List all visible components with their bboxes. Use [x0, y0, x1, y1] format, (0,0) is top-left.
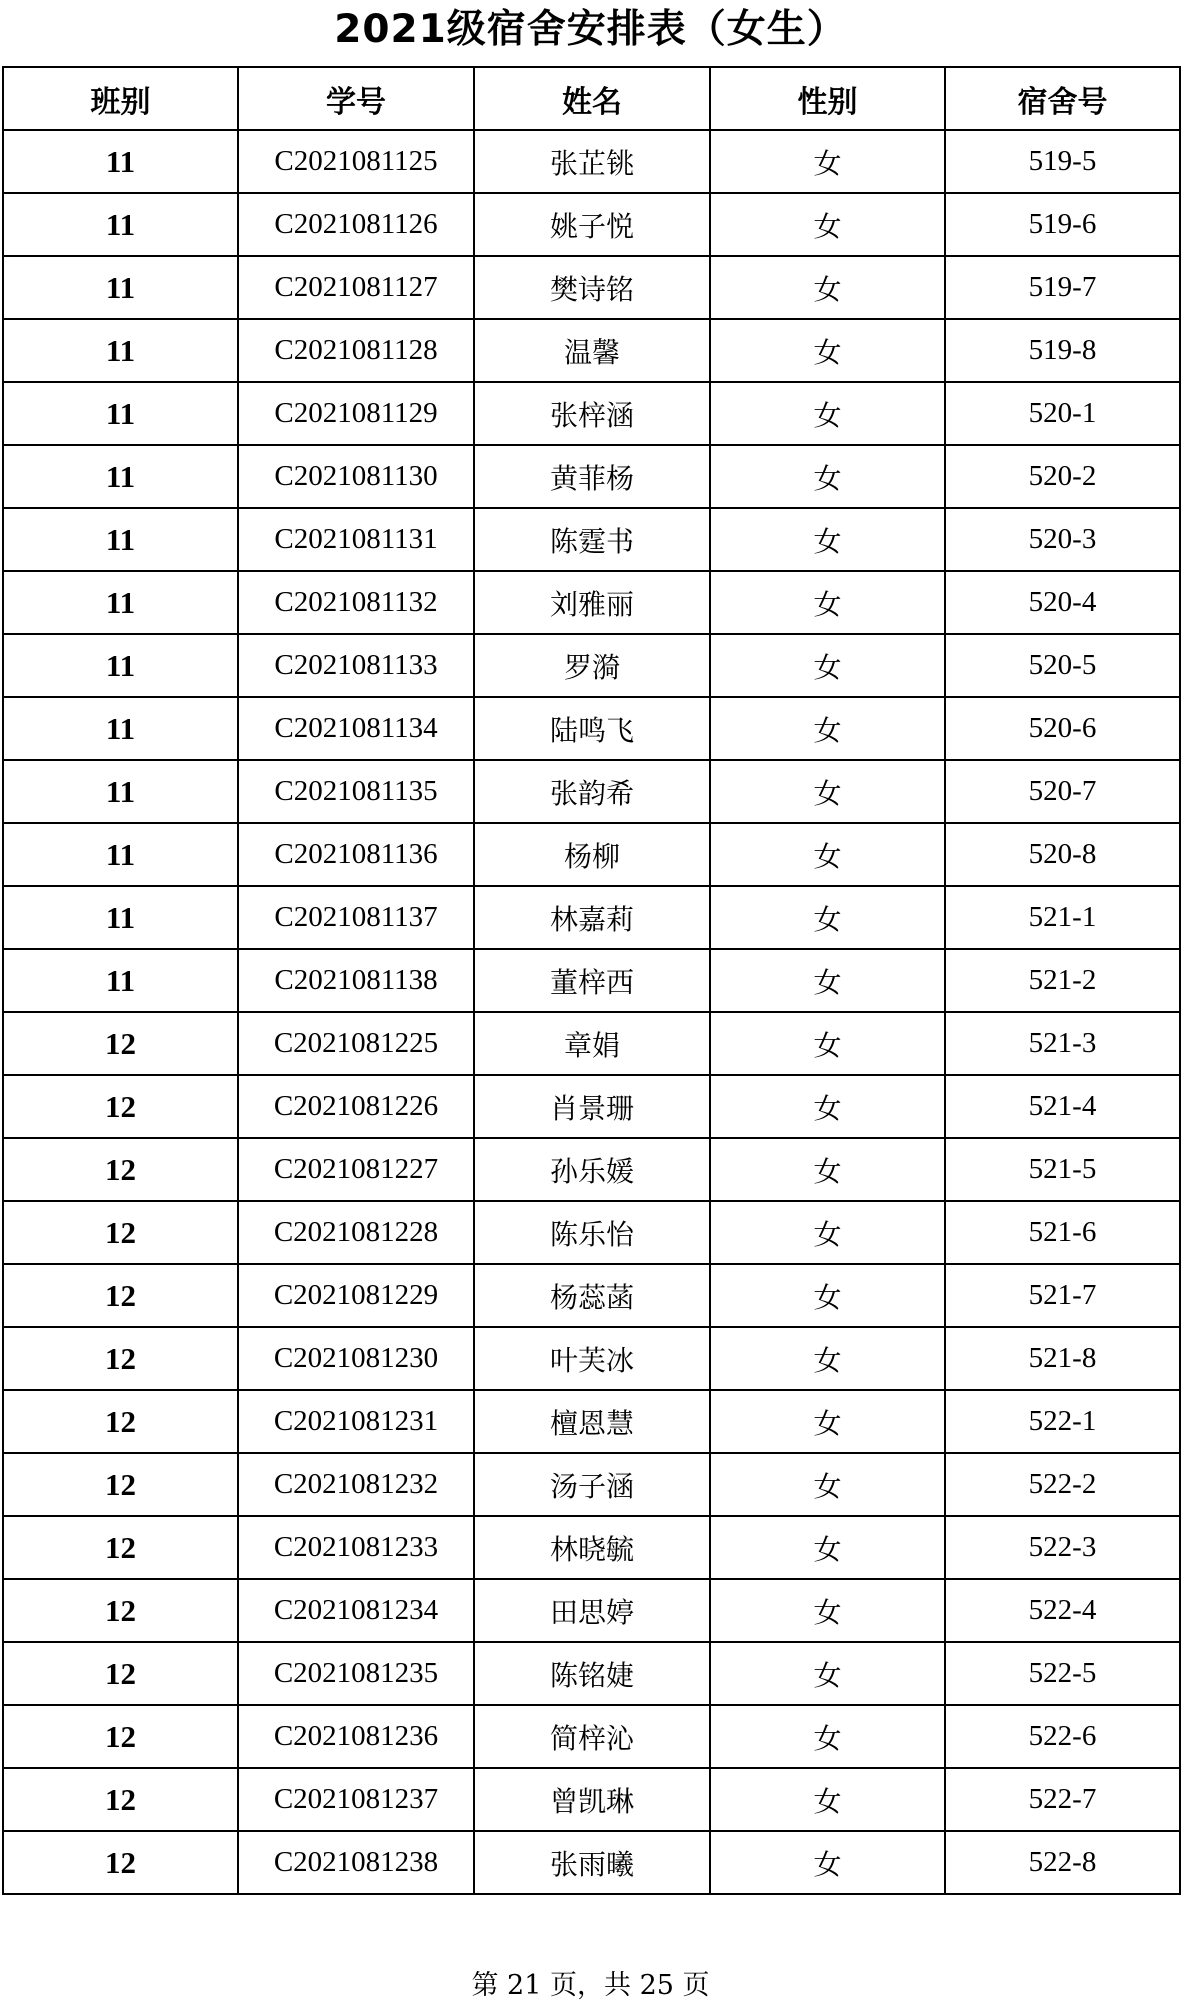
cell-student-id: C2021081136	[238, 823, 474, 886]
cell-student-id: C2021081229	[238, 1264, 474, 1327]
cell-gender: 女	[710, 949, 945, 1012]
cell-student-id: C2021081235	[238, 1642, 474, 1705]
cell-class: 12	[3, 1705, 238, 1768]
table-row	[3, 1579, 1180, 1642]
table-header	[3, 67, 1180, 130]
table-row	[3, 1453, 1180, 1516]
cell-gender: 女	[710, 1264, 945, 1327]
table-row	[3, 1012, 1180, 1075]
cell-gender: 女	[710, 886, 945, 949]
cell-name: 罗漪	[474, 634, 710, 697]
cell-gender: 女	[710, 193, 945, 256]
cell-name: 简梓沁	[474, 1705, 710, 1768]
cell-gender: 女	[710, 697, 945, 760]
cell-class: 12	[3, 1012, 238, 1075]
cell-student-id: C2021081131	[238, 508, 474, 571]
cell-name: 陆鸣飞	[474, 697, 710, 760]
cell-class: 11	[3, 193, 238, 256]
header-row	[3, 67, 1180, 130]
cell-name: 黄菲杨	[474, 445, 710, 508]
cell-name: 林晓毓	[474, 1516, 710, 1579]
cell-dorm-number: 520-7	[945, 760, 1180, 823]
table-row	[3, 1516, 1180, 1579]
table-row	[3, 319, 1180, 382]
cell-name: 杨蕊菡	[474, 1264, 710, 1327]
cell-gender: 女	[710, 1831, 945, 1894]
header-name: 姓名	[474, 67, 710, 130]
cell-gender: 女	[710, 1642, 945, 1705]
cell-dorm-number: 520-1	[945, 382, 1180, 445]
cell-class: 11	[3, 445, 238, 508]
cell-gender: 女	[710, 1768, 945, 1831]
table-row	[3, 760, 1180, 823]
table-row	[3, 1075, 1180, 1138]
cell-dorm-number: 520-8	[945, 823, 1180, 886]
cell-class: 12	[3, 1831, 238, 1894]
cell-dorm-number: 521-2	[945, 949, 1180, 1012]
cell-dorm-number: 520-3	[945, 508, 1180, 571]
cell-dorm-number: 519-5	[945, 130, 1180, 193]
cell-student-id: C2021081238	[238, 1831, 474, 1894]
cell-dorm-number: 522-5	[945, 1642, 1180, 1705]
cell-name: 张芷铫	[474, 130, 710, 193]
cell-dorm-number: 520-5	[945, 634, 1180, 697]
cell-class: 11	[3, 823, 238, 886]
cell-name: 檀恩慧	[474, 1390, 710, 1453]
cell-gender: 女	[710, 1201, 945, 1264]
cell-class: 12	[3, 1768, 238, 1831]
cell-name: 林嘉莉	[474, 886, 710, 949]
table-row	[3, 1390, 1180, 1453]
cell-dorm-number: 520-4	[945, 571, 1180, 634]
cell-gender: 女	[710, 571, 945, 634]
cell-name: 曾凯琳	[474, 1768, 710, 1831]
cell-name: 孙乐媛	[474, 1138, 710, 1201]
cell-dorm-number: 521-6	[945, 1201, 1180, 1264]
cell-gender: 女	[710, 1516, 945, 1579]
cell-class: 11	[3, 571, 238, 634]
cell-gender: 女	[710, 1075, 945, 1138]
cell-student-id: C2021081130	[238, 445, 474, 508]
cell-student-id: C2021081137	[238, 886, 474, 949]
header-class: 班别	[3, 67, 238, 130]
table-row	[3, 571, 1180, 634]
cell-name: 肖景珊	[474, 1075, 710, 1138]
cell-dorm-number: 522-4	[945, 1579, 1180, 1642]
cell-dorm-number: 522-6	[945, 1705, 1180, 1768]
cell-name: 刘雅丽	[474, 571, 710, 634]
header-student-id: 学号	[238, 67, 474, 130]
cell-class: 12	[3, 1327, 238, 1390]
cell-class: 11	[3, 319, 238, 382]
cell-student-id: C2021081128	[238, 319, 474, 382]
cell-class: 12	[3, 1579, 238, 1642]
table-row	[3, 193, 1180, 256]
table-row	[3, 1264, 1180, 1327]
cell-gender: 女	[710, 760, 945, 823]
table-body	[3, 130, 1180, 1894]
table-row	[3, 130, 1180, 193]
cell-name: 田思婷	[474, 1579, 710, 1642]
cell-dorm-number: 519-8	[945, 319, 1180, 382]
cell-name: 张梓涵	[474, 382, 710, 445]
cell-gender: 女	[710, 508, 945, 571]
cell-class: 11	[3, 634, 238, 697]
cell-gender: 女	[710, 256, 945, 319]
cell-gender: 女	[710, 1138, 945, 1201]
table-row	[3, 445, 1180, 508]
cell-student-id: C2021081228	[238, 1201, 474, 1264]
cell-student-id: C2021081126	[238, 193, 474, 256]
cell-gender: 女	[710, 823, 945, 886]
header-gender: 性别	[710, 67, 945, 130]
cell-name: 杨柳	[474, 823, 710, 886]
cell-gender: 女	[710, 445, 945, 508]
cell-name: 董梓西	[474, 949, 710, 1012]
page-footer: 第 21 页，共 25 页	[471, 1970, 710, 2001]
cell-student-id: C2021081233	[238, 1516, 474, 1579]
table-row	[3, 1138, 1180, 1201]
cell-dorm-number: 521-8	[945, 1327, 1180, 1390]
cell-dorm-number: 520-2	[945, 445, 1180, 508]
page-title: 2021级宿舍安排表（女生）	[334, 7, 847, 52]
table-row	[3, 823, 1180, 886]
cell-student-id: C2021081133	[238, 634, 474, 697]
table-row	[3, 1201, 1180, 1264]
dormitory-table	[2, 66, 1181, 1895]
cell-class: 12	[3, 1201, 238, 1264]
table-row	[3, 1768, 1180, 1831]
cell-dorm-number: 519-6	[945, 193, 1180, 256]
cell-student-id: C2021081237	[238, 1768, 474, 1831]
cell-student-id: C2021081234	[238, 1579, 474, 1642]
cell-class: 11	[3, 760, 238, 823]
cell-class: 11	[3, 949, 238, 1012]
cell-name: 张韵希	[474, 760, 710, 823]
cell-student-id: C2021081231	[238, 1390, 474, 1453]
cell-class: 12	[3, 1642, 238, 1705]
cell-gender: 女	[710, 1453, 945, 1516]
cell-dorm-number: 521-4	[945, 1075, 1180, 1138]
table-row	[3, 1642, 1180, 1705]
cell-name: 陈霆书	[474, 508, 710, 571]
cell-class: 12	[3, 1390, 238, 1453]
cell-dorm-number: 519-7	[945, 256, 1180, 319]
table-row	[3, 1831, 1180, 1894]
cell-gender: 女	[710, 1390, 945, 1453]
table-row	[3, 697, 1180, 760]
cell-dorm-number: 521-1	[945, 886, 1180, 949]
cell-student-id: C2021081134	[238, 697, 474, 760]
cell-class: 11	[3, 382, 238, 445]
cell-gender: 女	[710, 1705, 945, 1768]
cell-gender: 女	[710, 1012, 945, 1075]
cell-name: 陈乐怡	[474, 1201, 710, 1264]
cell-student-id: C2021081232	[238, 1453, 474, 1516]
cell-dorm-number: 522-3	[945, 1516, 1180, 1579]
cell-dorm-number: 521-7	[945, 1264, 1180, 1327]
cell-class: 12	[3, 1138, 238, 1201]
cell-student-id: C2021081227	[238, 1138, 474, 1201]
cell-name: 姚子悦	[474, 193, 710, 256]
table-row	[3, 256, 1180, 319]
cell-class: 11	[3, 886, 238, 949]
cell-class: 12	[3, 1516, 238, 1579]
cell-class: 12	[3, 1453, 238, 1516]
cell-student-id: C2021081127	[238, 256, 474, 319]
cell-student-id: C2021081226	[238, 1075, 474, 1138]
cell-gender: 女	[710, 319, 945, 382]
cell-name: 章娟	[474, 1012, 710, 1075]
table-row	[3, 1327, 1180, 1390]
cell-dorm-number: 522-2	[945, 1453, 1180, 1516]
cell-class: 11	[3, 130, 238, 193]
cell-name: 叶芙冰	[474, 1327, 710, 1390]
cell-student-id: C2021081125	[238, 130, 474, 193]
cell-class: 12	[3, 1075, 238, 1138]
cell-gender: 女	[710, 1327, 945, 1390]
cell-dorm-number: 522-7	[945, 1768, 1180, 1831]
table-row	[3, 949, 1180, 1012]
cell-dorm-number: 522-8	[945, 1831, 1180, 1894]
cell-student-id: C2021081135	[238, 760, 474, 823]
cell-gender: 女	[710, 1579, 945, 1642]
table-row	[3, 508, 1180, 571]
cell-name: 陈铭婕	[474, 1642, 710, 1705]
cell-student-id: C2021081236	[238, 1705, 474, 1768]
cell-class: 12	[3, 1264, 238, 1327]
table-row	[3, 382, 1180, 445]
cell-student-id: C2021081225	[238, 1012, 474, 1075]
cell-student-id: C2021081138	[238, 949, 474, 1012]
cell-dorm-number: 521-5	[945, 1138, 1180, 1201]
cell-gender: 女	[710, 382, 945, 445]
cell-class: 11	[3, 508, 238, 571]
cell-name: 温馨	[474, 319, 710, 382]
cell-student-id: C2021081129	[238, 382, 474, 445]
cell-dorm-number: 521-3	[945, 1012, 1180, 1075]
cell-gender: 女	[710, 130, 945, 193]
table-row	[3, 1705, 1180, 1768]
cell-student-id: C2021081230	[238, 1327, 474, 1390]
cell-gender: 女	[710, 634, 945, 697]
cell-dorm-number: 522-1	[945, 1390, 1180, 1453]
cell-dorm-number: 520-6	[945, 697, 1180, 760]
cell-name: 张雨曦	[474, 1831, 710, 1894]
cell-class: 11	[3, 256, 238, 319]
cell-class: 11	[3, 697, 238, 760]
cell-name: 樊诗铭	[474, 256, 710, 319]
cell-student-id: C2021081132	[238, 571, 474, 634]
table-row	[3, 886, 1180, 949]
cell-name: 汤子涵	[474, 1453, 710, 1516]
header-dorm-number: 宿舍号	[945, 67, 1180, 130]
table-row	[3, 634, 1180, 697]
